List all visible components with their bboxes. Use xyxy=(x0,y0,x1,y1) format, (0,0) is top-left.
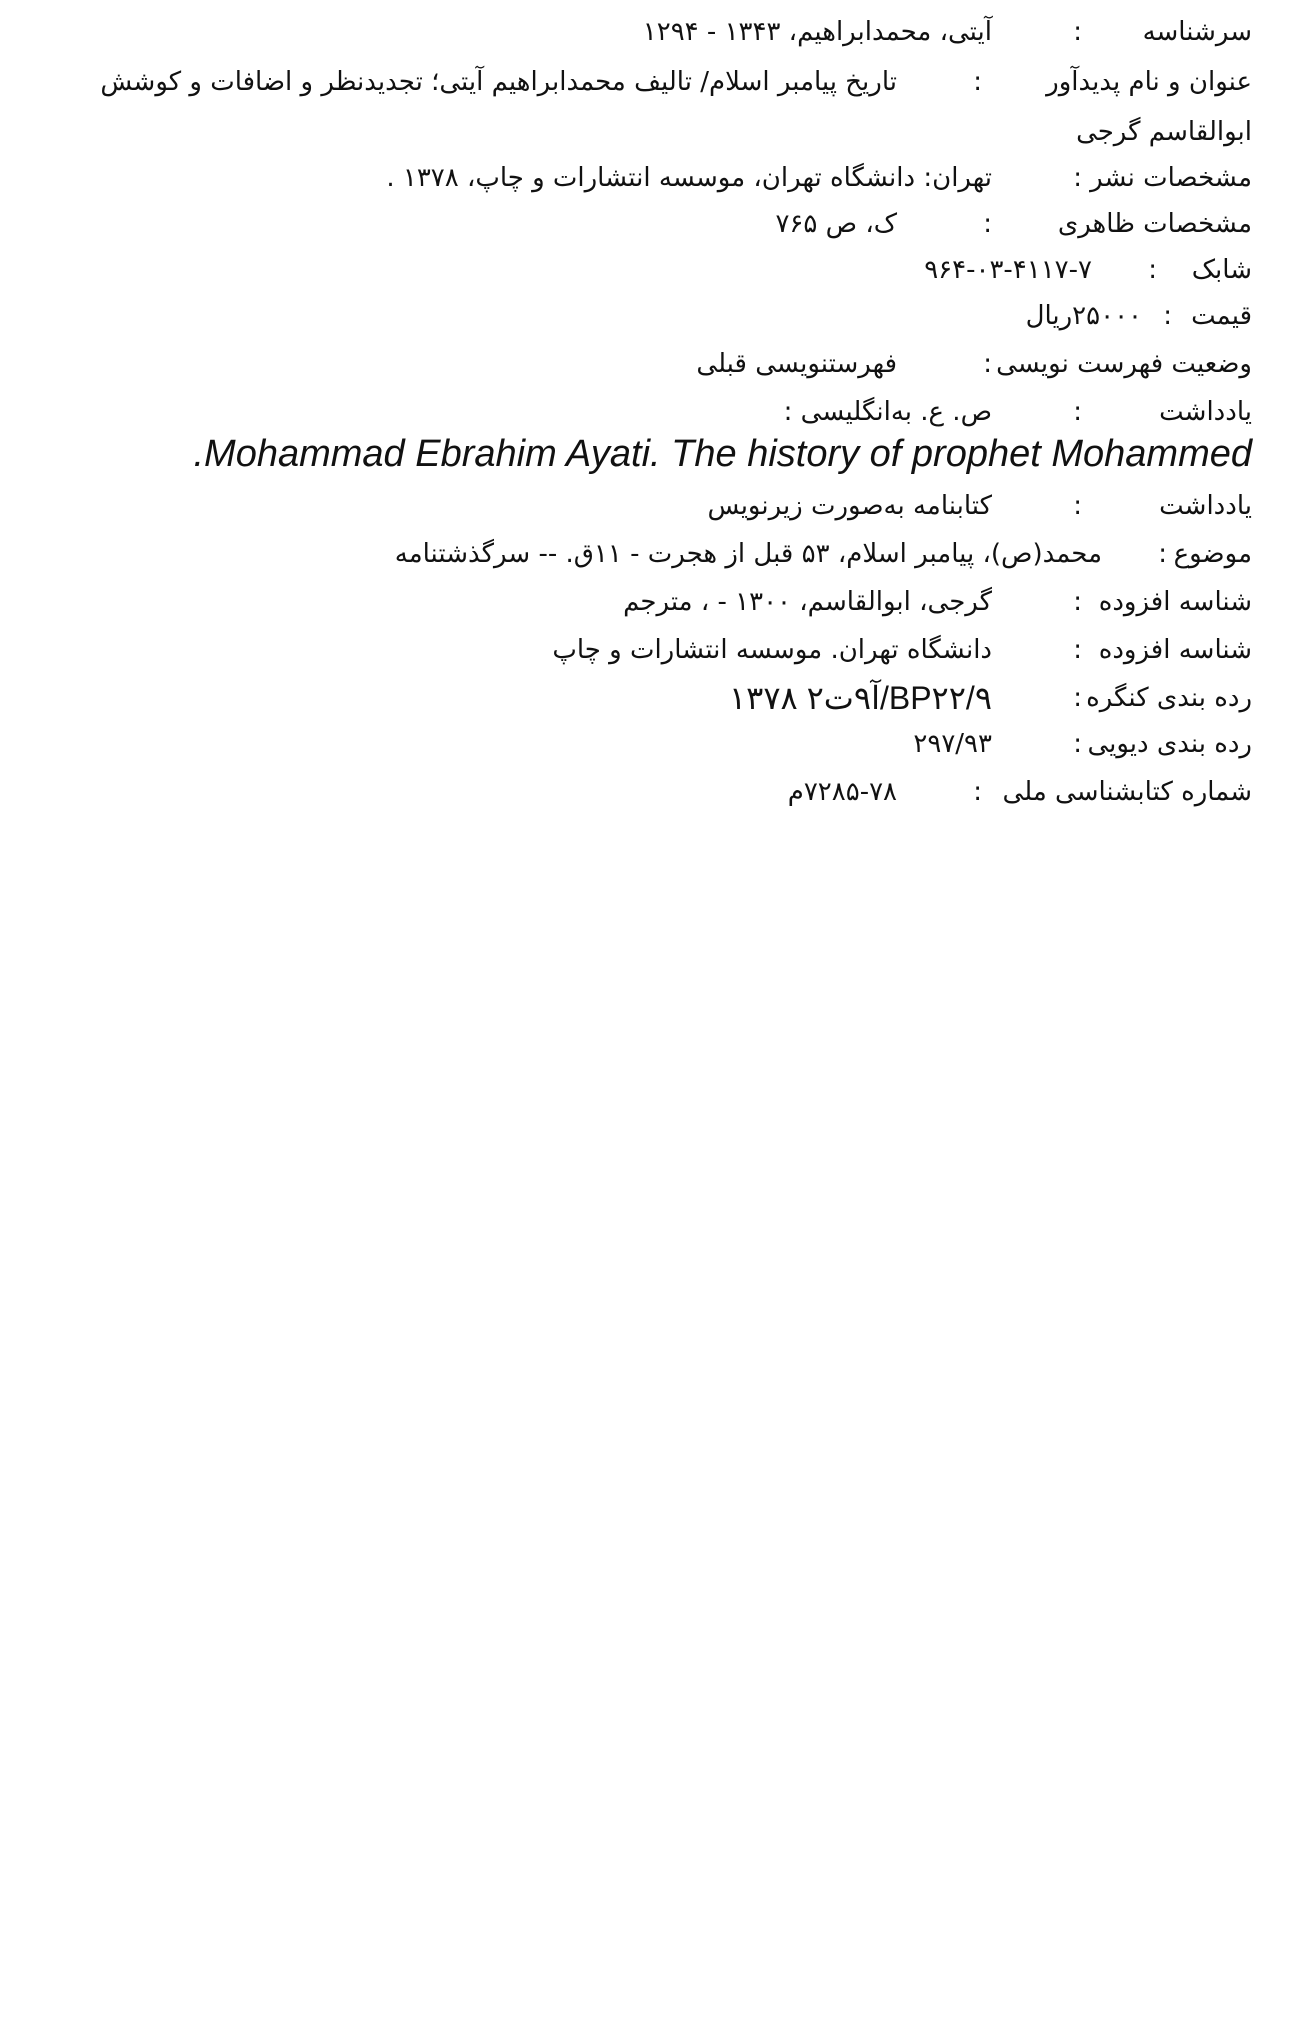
national-bib-label: شماره کتابشناسی ملی xyxy=(1002,777,1252,807)
isbn-label: شابک xyxy=(1191,255,1252,285)
note-english-colon: : xyxy=(1073,397,1082,427)
main-entry-value: آیتی، محمدابراهیم، ۱۳۴۳ - ۱۲۹۴ xyxy=(642,17,992,47)
dewey-row xyxy=(56,726,1252,766)
subject-row xyxy=(56,536,1252,576)
physical-row xyxy=(56,206,1252,246)
price-colon: : xyxy=(1163,301,1172,331)
publication-value: تهران: دانشگاه تهران، موسسه انتشارات و چاپ، ۱۳۷۸ . xyxy=(386,163,992,193)
added-entry-org-colon: : xyxy=(1073,635,1082,665)
isbn-colon: : xyxy=(1148,255,1157,285)
lc-class-row xyxy=(56,680,1252,720)
note-bibliography-colon: : xyxy=(1073,491,1082,521)
physical-value: ک، ص ۷۶۵ xyxy=(775,209,897,239)
added-entry-org-value: دانشگاه تهران. موسسه انتشارات و چاپ xyxy=(552,635,992,665)
note-english-row xyxy=(56,394,1252,434)
lc-class-value: BP۲۲/۹/آ۹ت۲ ۱۳۷۸ xyxy=(728,680,992,716)
cataloging-status-colon: : xyxy=(983,349,992,379)
note-english-label: یادداشت xyxy=(1159,397,1252,427)
title-value: تاریخ پیامبر اسلام/ تالیف محمدابراهیم آیتی؛ تجدیدنظر و اضافات و کوشش xyxy=(100,67,897,97)
dewey-label: رده بندی دیویی xyxy=(1087,729,1252,759)
subject-label: موضوع xyxy=(1173,539,1252,569)
subject-colon: : xyxy=(1158,539,1167,569)
publication-row xyxy=(56,160,1252,200)
lc-class-colon: : xyxy=(1073,683,1082,713)
added-entry-person-row xyxy=(56,584,1252,624)
price-value: ۲۵۰۰۰ریال xyxy=(1025,301,1142,331)
title-row xyxy=(56,64,1252,104)
cataloging-status-label: وضعیت فهرست نویسی xyxy=(996,349,1252,379)
dewey-value: ۲۹۷/۹۳ xyxy=(913,729,992,759)
cataloging-status-row xyxy=(56,346,1252,386)
added-entry-person-colon: : xyxy=(1073,587,1082,617)
physical-label: مشخصات ظاهری xyxy=(1057,209,1252,239)
isbn-row xyxy=(56,252,1252,292)
lc-class-label: رده بندی کنگره xyxy=(1086,683,1252,713)
subject-value: محمد(ص)، پیامبر اسلام، ۵۳ قبل از هجرت - ۱۱ق. -- سرگذشتنامه xyxy=(394,539,1102,569)
note-bibliography-value: کتابنامه به‌صورت زیرنویس xyxy=(707,491,992,521)
added-entry-org-row xyxy=(56,632,1252,672)
english-title: .Mohammad Ebrahim Ayati. The history of prophet Mohammed xyxy=(193,433,1252,475)
national-bib-value: ۷۲۸۵-۷۸م xyxy=(787,777,897,807)
title-continuation-row xyxy=(56,114,1252,154)
note-bibliography-row xyxy=(56,488,1252,528)
publication-colon: : xyxy=(1073,163,1082,193)
dewey-colon: : xyxy=(1073,729,1082,759)
added-entry-person-value: گرجی، ابوالقاسم، ۱۳۰۰ - ، مترجم xyxy=(623,587,992,617)
national-bib-row xyxy=(56,774,1252,814)
main-entry-colon: : xyxy=(1073,17,1082,47)
price-label: قیمت xyxy=(1191,301,1252,331)
publication-label: مشخصات نشر xyxy=(1090,163,1252,193)
title-continuation: ابوالقاسم گرجی xyxy=(1076,117,1252,147)
title-colon: : xyxy=(973,67,982,97)
national-bib-colon: : xyxy=(973,777,982,807)
cataloging-status-value: فهرستنویسی قبلی xyxy=(696,349,897,379)
note-bibliography-label: یادداشت xyxy=(1159,491,1252,521)
added-entry-person-label: شناسه افزوده xyxy=(1098,587,1252,617)
price-row xyxy=(56,298,1252,338)
isbn-value: ۹۶۴-۰۳-۴۱۱۷-۷ xyxy=(924,255,1092,285)
title-label: عنوان و نام پدیدآور xyxy=(1046,67,1252,97)
physical-colon: : xyxy=(983,209,992,239)
main-entry-label: سرشناسه xyxy=(1142,17,1252,47)
main-entry-row xyxy=(56,14,1252,54)
added-entry-org-label: شناسه افزوده xyxy=(1098,635,1252,665)
note-english-value: ص. ع. به‌انگلیسی : xyxy=(783,397,992,427)
